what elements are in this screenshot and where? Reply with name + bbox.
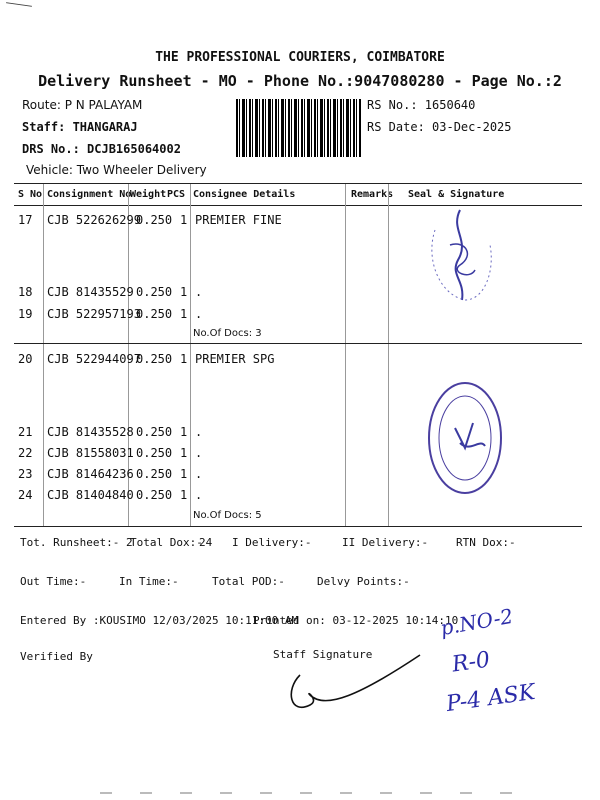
row-consignment[interactable]: CJB 522944097	[47, 352, 141, 366]
row-consignee: PREMIER FINE	[195, 213, 282, 227]
row-pcs: 1	[180, 467, 188, 481]
total-dox-label: Total Dox:-	[130, 536, 203, 549]
group-rule	[14, 343, 582, 344]
route-label: Route: P N PALAYAM	[22, 98, 143, 112]
rs-date-label: RS Date: 03-Dec-2025	[367, 120, 512, 134]
row-pcs: 1	[180, 307, 188, 321]
staff-label: Staff: THANGARAJ	[22, 120, 138, 134]
row-consignee: .	[195, 467, 203, 481]
runsheet-subtitle: Delivery Runsheet - MO - Phone No.:9047080280 - Page No.:2	[38, 72, 562, 90]
row-weight: 0.250	[136, 446, 173, 460]
row-consignment[interactable]: CJB 81435529	[47, 285, 134, 299]
row-pcs: 1	[180, 285, 188, 299]
total-dox-value: 24	[199, 536, 213, 549]
consignee-signature-1	[420, 200, 500, 310]
col-weight: Weight	[130, 189, 167, 200]
tot-runsheet: Tot. Runsheet:- 2	[20, 536, 133, 549]
row-consignment[interactable]: CJB 522626299	[47, 213, 141, 227]
row-weight: 0.250	[136, 488, 173, 502]
entered-by: Entered By :KOUSIMO 12/03/2025 10:11:00 AM	[20, 614, 299, 627]
rs-no-label: RS No.: 1650640	[367, 98, 476, 112]
col-divider	[190, 184, 191, 527]
barcode	[236, 99, 361, 157]
row-weight: 0.250	[136, 213, 173, 227]
row-weight: 0.250	[136, 425, 173, 439]
row-weight: 0.250	[136, 467, 173, 481]
row-consignment[interactable]: CJB 81464236	[47, 467, 134, 481]
col-consignee: Consignee Details	[193, 189, 296, 200]
row-consignment[interactable]: CJB 522957193	[47, 307, 141, 321]
row-consignment[interactable]: CJB 81558031	[47, 446, 134, 460]
col-divider	[345, 184, 346, 527]
handwritten-r-count: R-0	[450, 647, 492, 678]
company-seal-stamp	[425, 378, 505, 498]
out-time: Out Time:-	[20, 575, 87, 588]
rtn-dox: RTN Dox:-	[456, 536, 516, 549]
row-consignee: PREMIER SPG	[195, 352, 275, 366]
table-rule-bottom	[14, 526, 582, 527]
vehicle-label: Vehicle: Two Wheeler Delivery	[26, 163, 207, 177]
company-title: THE PROFESSIONAL COURIERS, COIMBATORE	[155, 50, 445, 65]
row-sno: 20	[18, 352, 33, 366]
handwritten-p-count: P-4 ASK	[444, 679, 537, 718]
col-consignment: Consignment No	[47, 189, 132, 200]
row-consignment[interactable]: CJB 81404840	[47, 488, 134, 502]
row-sno: 24	[18, 488, 33, 502]
total-pod: Total POD:-	[212, 575, 285, 588]
col-sno: S No	[18, 189, 43, 200]
row-pcs: 1	[180, 425, 188, 439]
row-consignment[interactable]: CJB 81435528	[47, 425, 134, 439]
row-consignee: .	[195, 446, 203, 460]
header-rule-top	[14, 183, 582, 184]
delvy-points: Delvy Points:-	[317, 575, 410, 588]
drs-label: DRS No.: DCJB165064002	[22, 142, 181, 156]
row-weight: 0.250	[136, 285, 173, 299]
row-consignee: .	[195, 425, 203, 439]
col-seal: Seal & Signature	[408, 189, 505, 200]
row-consignee: .	[195, 488, 203, 502]
staff-signature	[280, 650, 430, 720]
i-delivery: I Delivery:-	[232, 536, 312, 549]
row-sno: 21	[18, 425, 33, 439]
row-consignee: .	[195, 285, 203, 299]
verified-by: Verified By	[20, 650, 93, 663]
col-divider	[388, 184, 389, 527]
handwritten-page-no: p.NO-2	[438, 603, 515, 641]
row-sno: 22	[18, 446, 33, 460]
row-sno: 18	[18, 285, 33, 299]
table-row	[18, 213, 32, 227]
row-consignee: .	[195, 307, 203, 321]
row-sno: 23	[18, 467, 33, 481]
row-weight: 0.250	[136, 352, 173, 366]
row-pcs: 1	[180, 213, 188, 227]
row-weight: 0.250	[136, 307, 173, 321]
row-pcs: 1	[180, 446, 188, 460]
scan-edge	[100, 792, 520, 794]
row-pcs: 1	[180, 488, 188, 502]
scan-mark	[6, 2, 32, 7]
docs-count: No.Of Docs: 5	[193, 510, 262, 521]
in-time: In Time:-	[119, 575, 179, 588]
ii-delivery: II Delivery:-	[342, 536, 429, 549]
row-pcs: 1	[180, 352, 188, 366]
col-pcs: PCS	[167, 189, 186, 200]
col-divider	[43, 184, 44, 527]
row-sno: 19	[18, 307, 33, 321]
row-sno: 17	[18, 213, 33, 227]
staff-signature-label: Staff Signature	[273, 648, 373, 661]
printed-on: Printed on: 03-12-2025 10:14:10	[253, 614, 459, 627]
col-remarks: Remarks	[351, 189, 394, 200]
docs-count: No.Of Docs: 3	[193, 328, 262, 339]
